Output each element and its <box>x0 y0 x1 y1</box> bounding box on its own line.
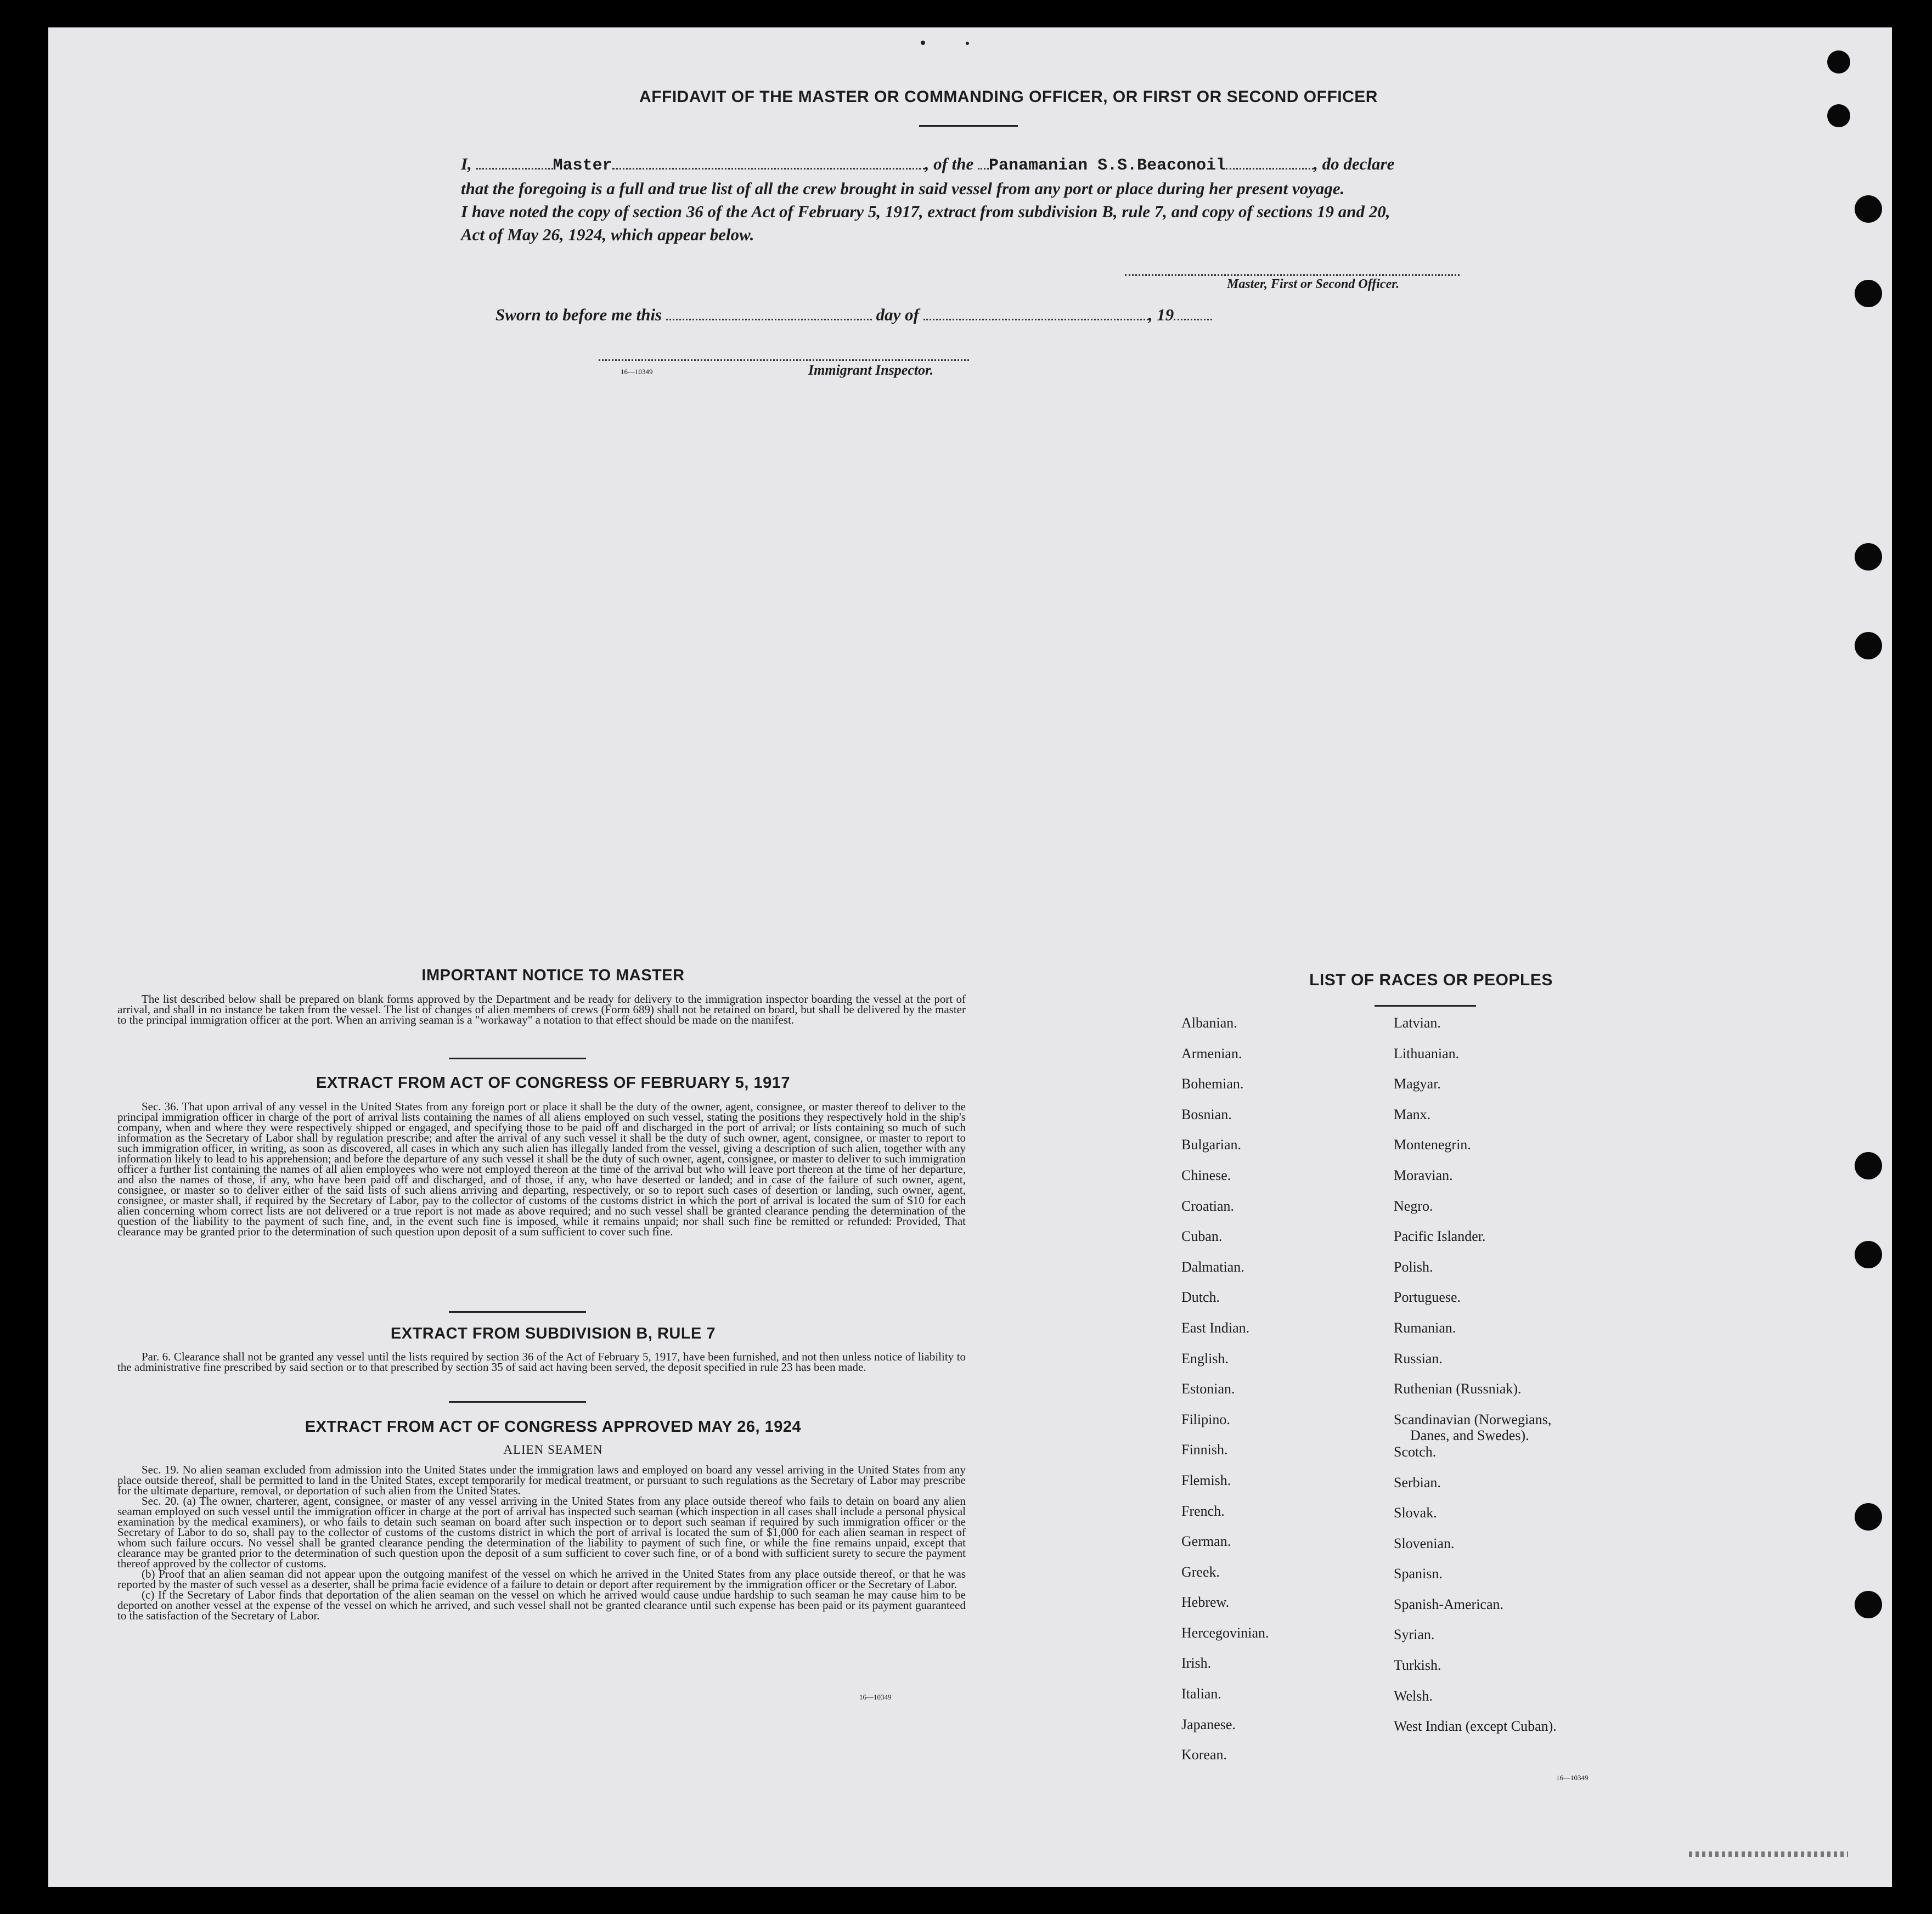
name-dots-lead <box>476 168 553 170</box>
form-sheet <box>48 27 1892 1887</box>
inspector-caption: Immigrant Inspector. <box>808 362 934 378</box>
affidavit-title: AFFIDAVIT OF THE MASTER OR COMMANDING OFFICER, OR FIRST OR SECOND OFFICER <box>639 88 1378 106</box>
notice-body: The list described below shall be prepared on blank forms approved by the Department and be ready for delivery to the immigration inspector boarding the vessel at the port of arrival, and shall in no instance be taken from the vessel. The list of changes of alien members of crews (Form 689) shall not be retained on board, but shall be delivered by the master to the principal immigration officer at the port. When an arriving seaman is a "workaway" a notation to that effect should be made on the manifest. <box>117 992 966 1026</box>
races-right-column <box>1394 1008 1557 1756</box>
race-item: Cuban. <box>1181 1228 1223 1245</box>
race-item: Irish. <box>1181 1655 1212 1672</box>
race-item: Polish. <box>1394 1258 1433 1275</box>
inspector-signature-line <box>599 359 969 361</box>
race-item: Lithuanian. <box>1394 1045 1460 1062</box>
race-item: Negro. <box>1394 1198 1433 1214</box>
race-item: Latvian. <box>1394 1015 1441 1031</box>
extract-rule7-body: Par. 6. Clearance shall not be granted any vessel until the lists required by section 36 of the Act of February 5, 1917, have been furnished, and not then unless notice of liability to the administrative fine prescribed by said section or to that prescribed by section 35 of said act having been served, the deposit specified in rule 23 has been made. <box>117 1350 966 1374</box>
race-item: Greek. <box>1181 1563 1220 1580</box>
race-item: Danes, and Swedes). <box>1410 1427 1529 1444</box>
race-item: Moravian. <box>1394 1167 1453 1183</box>
notice-divider <box>449 1058 586 1059</box>
sworn-day-field <box>666 319 872 320</box>
vessel-name-field: Panamanian S.S.Beaconoil <box>989 156 1226 175</box>
race-item: Slovenian. <box>1394 1535 1455 1551</box>
race-item: Finnish. <box>1181 1442 1228 1458</box>
punch-hole <box>1855 280 1882 307</box>
race-item: Serbian. <box>1394 1474 1441 1490</box>
declaration-line-1: I, Master , of the Panamanian S.S.Beaconoil , do declare <box>461 154 1395 175</box>
races-divider <box>1375 1005 1476 1007</box>
scan-mark <box>1689 1851 1848 1857</box>
race-item: Welsh. <box>1394 1687 1433 1704</box>
race-item: English. <box>1181 1350 1229 1367</box>
race-item: Bohemian. <box>1181 1076 1244 1092</box>
race-item: Turkish. <box>1394 1657 1441 1674</box>
race-item: Bosnian. <box>1181 1106 1232 1122</box>
name-dots-trail <box>612 168 925 170</box>
sec-20b: (b) Proof that an alien seaman did not appear upon the outgoing manifest of the vessel on which he arrived in the United States from any place outside thereof, or that he was reported by the master of such vessel as a deserter, shall be prima facie evidence of a failure to detain or deport after requirement by the immigration officer or the Secretary of Labor. <box>117 1567 966 1591</box>
race-item: Spanisn. <box>1394 1566 1443 1582</box>
sworn-month-field <box>923 319 1148 320</box>
race-item: Portuguese. <box>1394 1289 1461 1306</box>
punch-hole <box>1855 1503 1882 1531</box>
race-item: Hercegovinian. <box>1181 1624 1269 1641</box>
sworn-line: Sworn to before me this day of , 19 <box>495 303 1212 326</box>
race-item: Ruthenian (Russniak). <box>1394 1381 1522 1397</box>
sworn-year-field <box>1174 319 1212 320</box>
race-item: Chinese. <box>1181 1167 1231 1183</box>
race-item: Rumanian. <box>1394 1319 1456 1336</box>
extract-1917-divider <box>449 1311 586 1313</box>
declaration-line-3: I have noted the copy of section 36 of the Act of February 5, 1917, extract from subdivision B, rule 7, and copy of sections 19 and 20, <box>461 202 1390 221</box>
sec-19: Sec. 19. No alien seaman excluded from admission into the United States under the immigration laws and employed on board any vessel arriving in the United States from any place outside thereof, shall be permitted to land in the United States, except temporarily for medical treatment, or pursuant to such regulations as the Secretary of Labor may prescribe for the ultimate departure, removal, or deportation of such alien from the United States. <box>117 1463 966 1497</box>
race-item: German. <box>1181 1533 1231 1550</box>
race-item: Pacific Islander. <box>1394 1228 1486 1245</box>
punch-hole <box>1855 632 1882 659</box>
race-item: Croatian. <box>1181 1198 1235 1214</box>
sec-20a: Sec. 20. (a) The owner, charterer, agent, consignee, or master of any vessel arriving in the United States from any place outside thereof who fails to detain on board any alien seaman employed on such vessel until the immigration officer in charge at the port of arrival has inspected such seaman (which inspection in all cases shall include a personal physical examination by the medical examiners), or who fails to detain such seaman on board after such inspection or to deport such seaman if required by such immigration officer or the Secretary of Labor to do so, shall pay to the collector of customs of the customs district in which the port of arrival is located the sum of $1,000 for each alien seaman in respect of whom such failure occurs. No vessel shall be granted clearance pending the determination of the liability to payment of such fine, or while the fine remains unpaid, except that clearance may be granted prior to the determination of such question upon the deposit of a sum sufficient to cover such fine, or of a bond with sufficient surety to secure the payment thereof approved by the collector of customs. <box>117 1494 966 1570</box>
master-signature-line <box>1125 274 1460 276</box>
race-item: Russian. <box>1394 1350 1443 1367</box>
races-form-number: 16—10349 <box>1556 1774 1589 1782</box>
race-item: Manx. <box>1394 1106 1431 1122</box>
declaration-line-2: that the foregoing is a full and true list of all the crew brought in said vessel from any port or place during her present voyage. <box>461 179 1345 198</box>
race-item: Flemish. <box>1181 1472 1231 1488</box>
race-item: Magyar. <box>1394 1076 1441 1092</box>
extract-1917-title: EXTRACT FROM ACT OF CONGRESS OF FEBRUARY 5, 1917 <box>316 1074 791 1092</box>
race-item: Spanish-American. <box>1394 1596 1504 1612</box>
extract-form-number: 16—10349 <box>859 1693 892 1701</box>
scan-speck <box>966 42 969 45</box>
races-title: LIST OF RACES OR PEOPLES <box>1309 971 1553 989</box>
declarant-name-field: Master <box>553 156 612 175</box>
declaration-line-4: Act of May 26, 1924, which appear below. <box>461 225 754 244</box>
punch-hole <box>1855 1591 1882 1618</box>
race-item: Syrian. <box>1394 1627 1435 1643</box>
races-left-column <box>1181 1008 1269 1770</box>
punch-hole <box>1855 195 1882 223</box>
race-item: Armenian. <box>1181 1045 1242 1062</box>
race-item: Korean. <box>1181 1747 1227 1763</box>
race-item: Montenegrin. <box>1394 1137 1471 1153</box>
scan-speck <box>921 41 925 45</box>
punch-hole <box>1827 104 1850 127</box>
vessel-dots-trail <box>1226 168 1314 170</box>
punch-hole <box>1855 1241 1882 1268</box>
extract-1924-body <box>117 1465 966 1621</box>
race-item: Estonian. <box>1181 1381 1235 1397</box>
title-divider <box>919 125 1018 127</box>
master-signature-caption: Master, First or Second Officer. <box>1227 277 1400 291</box>
extract-1917-body: Sec. 36. That upon arrival of any vessel in the United States from any foreign port or place it shall be the duty of the owner, agent, consignee, or master thereof to deliver to the principal immigration officer in charge of the port of arrival lists containing the names of all aliens employed on such vessel, stating the positions they respectively hold in the ship's company, when and where they were respectively shipped or engaged, and specifying those to be paid off and discharged in the port of arrival; or lists containing so much of such information as the Secretary of Labor shall by regulation prescribe; and after the arrival of any such vessel it shall be the duty of such owner, agent, consignee, or master to report to such immigration officer, in writing, as soon as discovered, all cases in which any such alien has illegally landed from the vessel, giving a description of such alien, together with any information likely to lead to his apprehension; and before the departure of any such vessel it shall be the duty of such owner, agent, consignee, or master to deliver to such immigration officer a further list containing the names of all alien employees who were not employed thereon at the time of the arrival but who will leave port thereon at the time of her departure, and also the names of those, if any, who have been paid off and discharged, and of those, if any, who have deserted or landed; and in case of the failure of such owner, agent, consignee, or master so to deliver either of the said lists of such aliens arriving and departing, respectively, or so to report such cases of desertion or landing, such owner, agent, consignee, or master shall, if required by the Secretary of Labor, pay to the collector of customs of the customs district in which the port of arrival is located the sum of $10 for each alien concerning whom correct lists are not delivered or a true report is not made as above required; and no such vessel shall be granted clearance pending the determination of the question of the liability to the payment of such fine, and, in the event such fine is imposed, while it remains unpaid; nor shall such fine be remitted or refunded: Provided, That clearance may be granted prior to the determination of such question upon deposit of a sum sufficient to cover such fine. <box>117 1100 966 1238</box>
extract-rule7-divider <box>449 1401 586 1403</box>
vessel-dots-lead <box>978 168 989 170</box>
race-item: Dalmatian. <box>1181 1258 1244 1275</box>
race-item: Hebrew. <box>1181 1594 1230 1611</box>
race-item: West Indian (except Cuban). <box>1394 1718 1557 1735</box>
race-item: Scandinavian (Norwegians, <box>1394 1411 1552 1427</box>
race-item: Bulgarian. <box>1181 1137 1242 1153</box>
race-item: Filipino. <box>1181 1411 1230 1427</box>
race-item: Italian. <box>1181 1686 1221 1702</box>
race-item: French. <box>1181 1503 1225 1519</box>
notice-title: IMPORTANT NOTICE TO MASTER <box>421 967 685 984</box>
punch-hole <box>1855 1152 1882 1179</box>
race-item: Albanian. <box>1181 1015 1237 1031</box>
alien-seamen-subtitle: ALIEN SEAMEN <box>503 1443 603 1456</box>
race-item: Japanese. <box>1181 1716 1236 1732</box>
extract-rule7-title: EXTRACT FROM SUBDIVISION B, RULE 7 <box>390 1325 716 1342</box>
sec-20c: (c) If the Secretary of Labor finds that deportation of the alien seaman on the vessel on which he arrived would cause undue hardship to such seaman he may cause him to be deported on another vessel at the expense of the vessel on which he arrived, and such vessel shall not be granted clearance until such expense has been paid or its payment guaranteed to the satisfaction of the Secretary of Labor. <box>117 1588 966 1622</box>
extract-1924-title: EXTRACT FROM ACT OF CONGRESS APPROVED MAY 26, 1924 <box>305 1418 802 1436</box>
race-item: Slovak. <box>1394 1505 1437 1521</box>
affidavit-declaration <box>461 153 1394 246</box>
affidavit-form-number: 16—10349 <box>621 368 653 376</box>
race-item: East Indian. <box>1181 1319 1250 1336</box>
race-item: Scotch. <box>1394 1443 1437 1460</box>
punch-hole <box>1827 50 1850 74</box>
race-item: Dutch. <box>1181 1289 1220 1306</box>
punch-hole <box>1855 543 1882 571</box>
